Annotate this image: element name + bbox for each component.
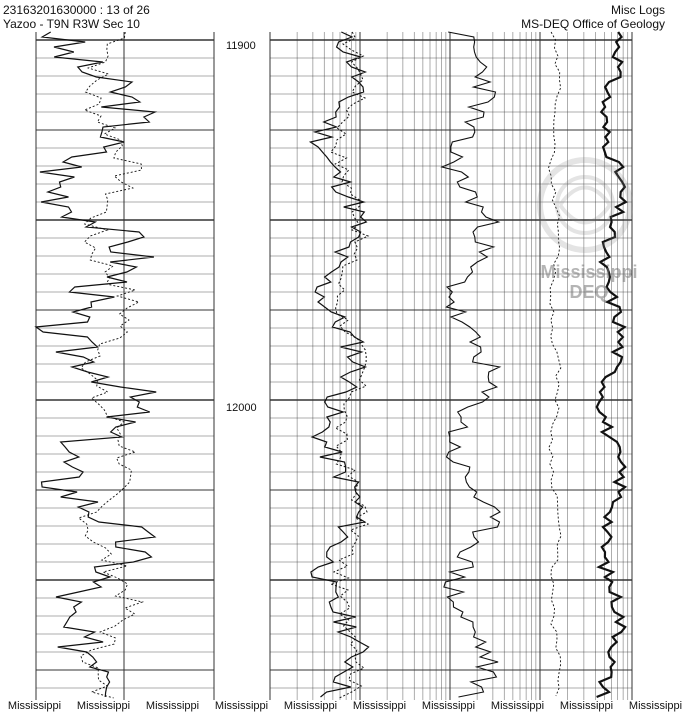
footer-label: Mississippi	[76, 700, 131, 712]
footer-label: Mississippi	[352, 700, 407, 712]
footer-label: Mississippi	[559, 700, 614, 712]
log-type-label: Misc Logs	[610, 3, 665, 17]
conductivity-curve	[442, 32, 500, 697]
amplified-curve	[597, 32, 626, 697]
watermark-text: Mississippi DEQ	[540, 262, 638, 302]
agency-label: MS-DEQ Office of Geology	[521, 17, 665, 31]
depth-label-12000: 12000	[226, 402, 266, 414]
log-id: 23163201630000 : 13 of 26	[3, 3, 150, 17]
depth-label-11900: 11900	[226, 40, 266, 52]
footer-label: Mississippi	[214, 700, 269, 712]
footer-label: Mississippi	[628, 700, 683, 712]
location-label: Yazoo - T9N R3W Sec 10	[3, 17, 140, 31]
footer-label: Mississippi	[7, 700, 62, 712]
footer-label: Mississippi	[283, 700, 338, 712]
footer-strip	[0, 700, 683, 714]
footer-label: Mississippi	[490, 700, 545, 712]
gamma-ray-curve	[36, 32, 156, 697]
footer-label: Mississippi	[421, 700, 476, 712]
footer-label: Mississippi	[145, 700, 200, 712]
